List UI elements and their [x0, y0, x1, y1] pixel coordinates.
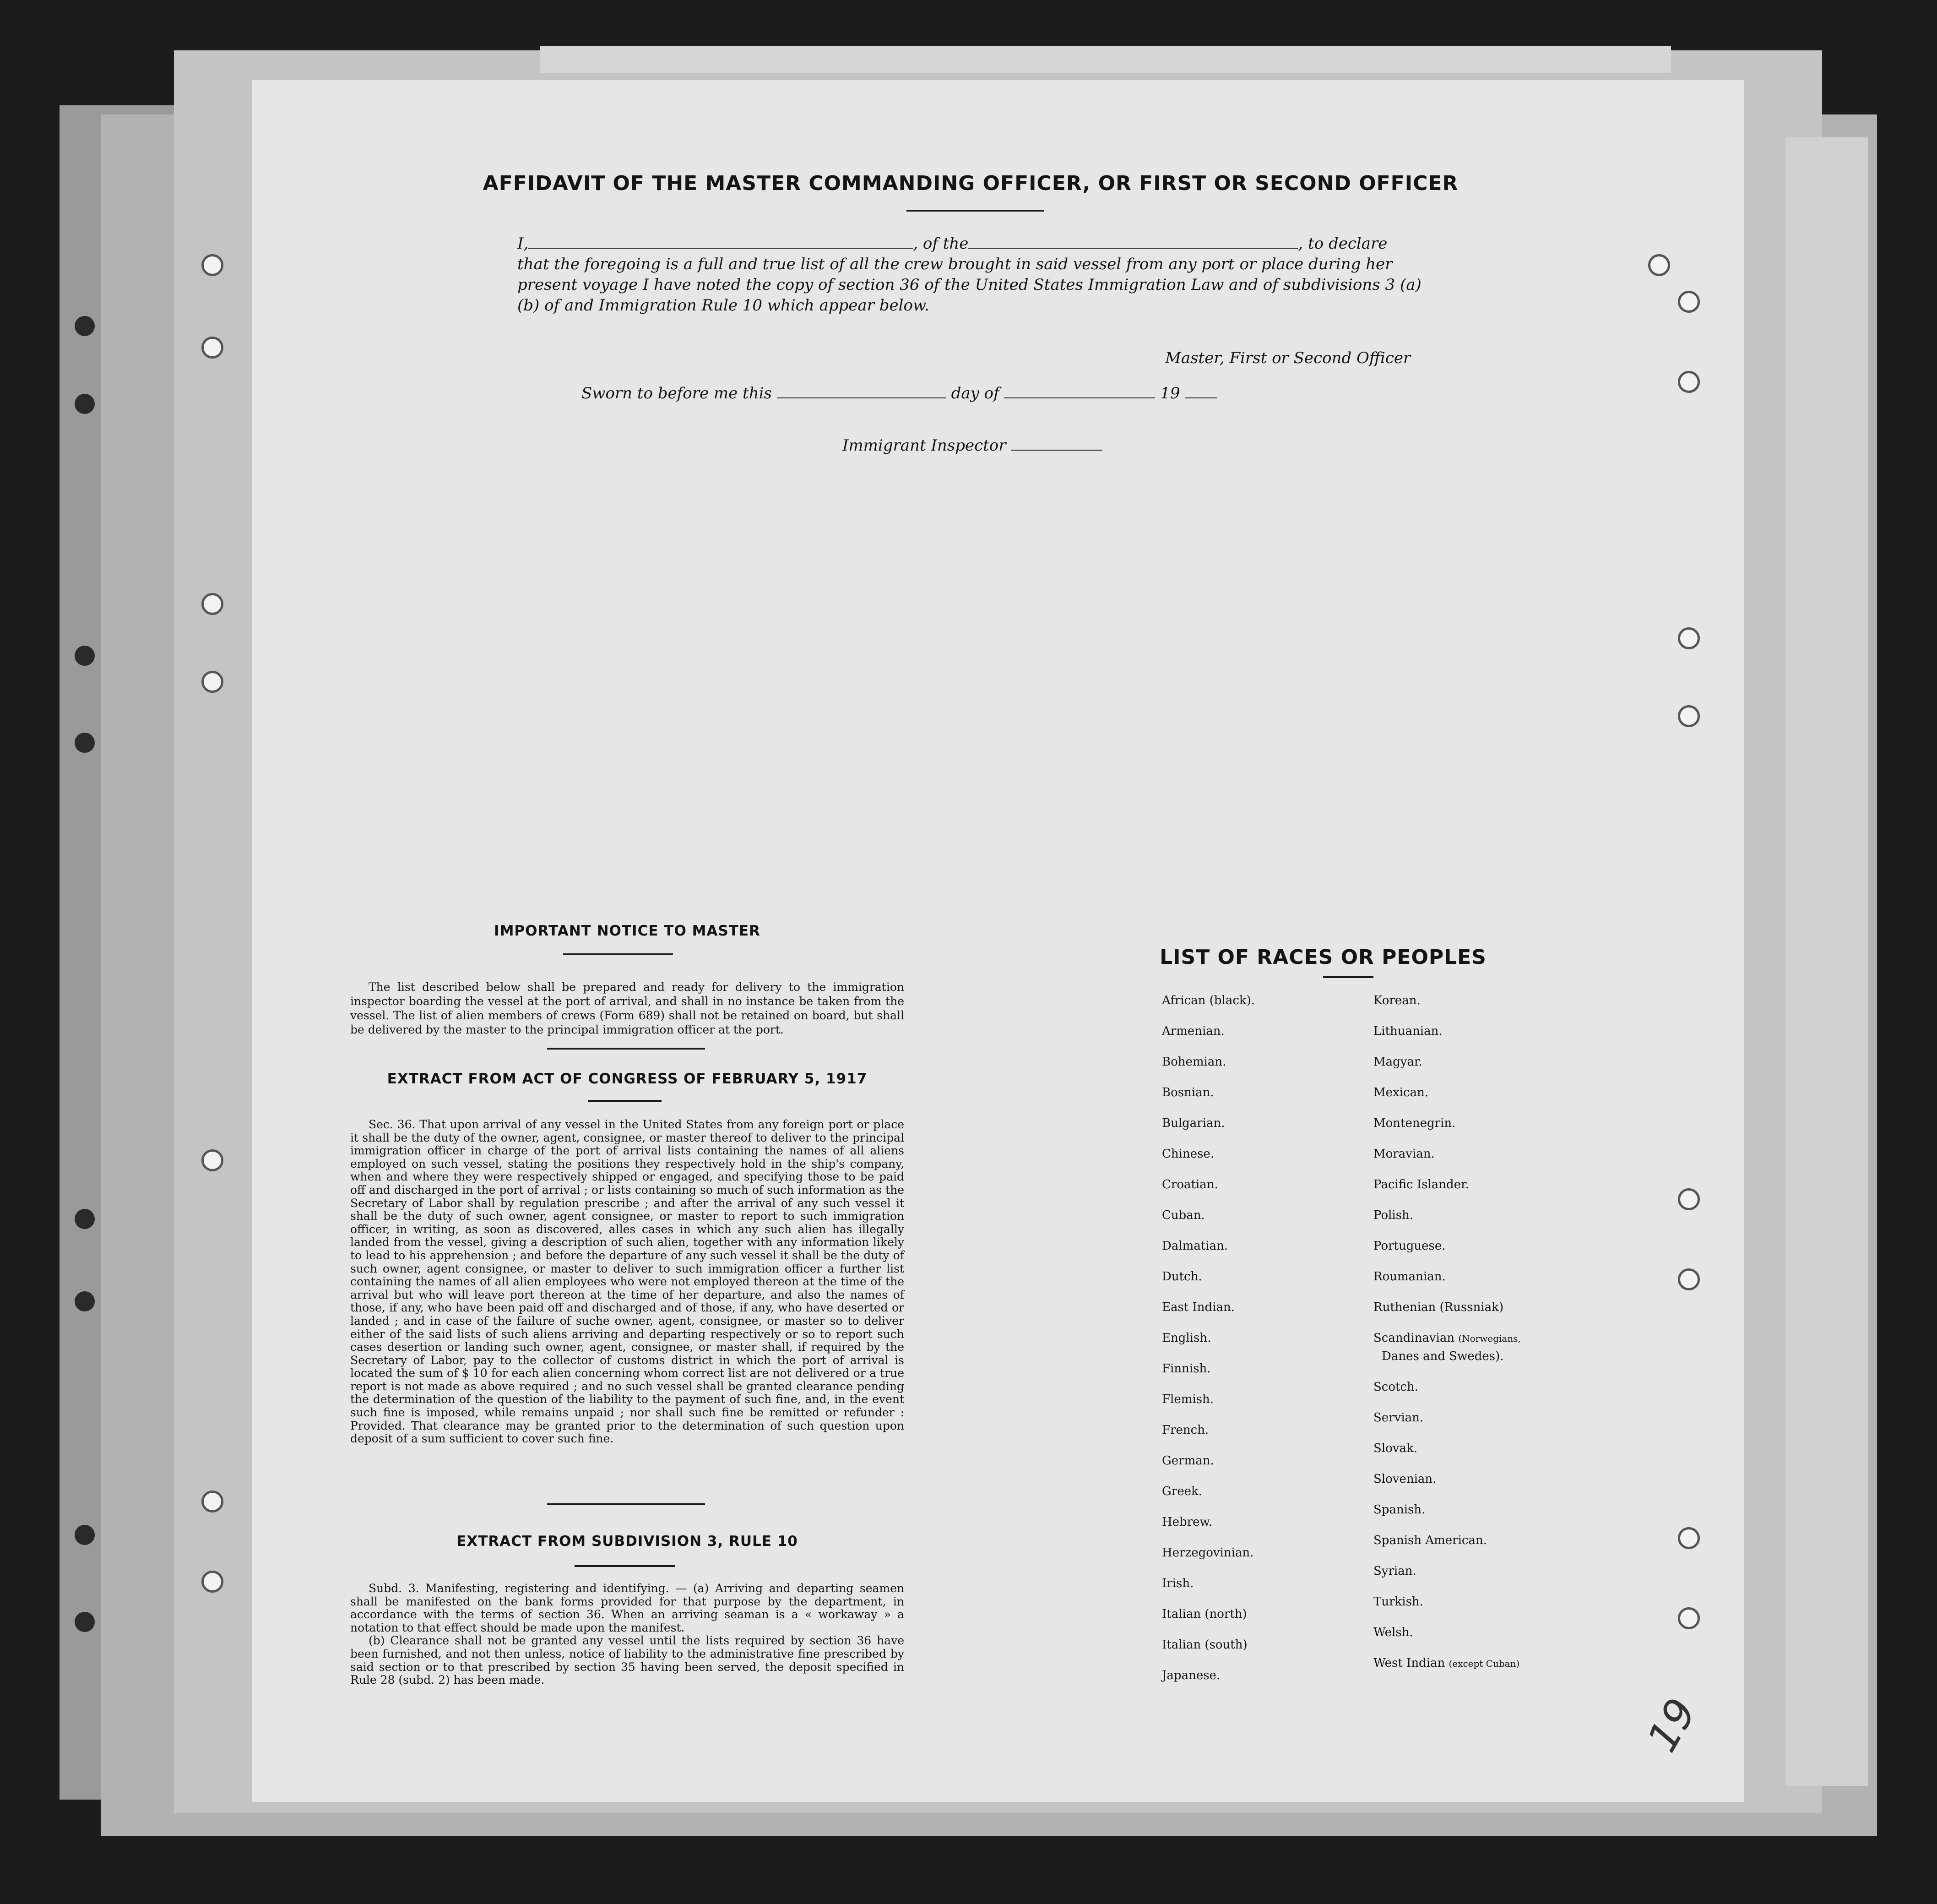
officer-name-field[interactable]: [528, 234, 913, 249]
race-item: Herzegovinian.: [1162, 1546, 1254, 1560]
day-of-label: day of: [951, 384, 999, 403]
race-item: Turkish.: [1373, 1595, 1423, 1609]
race-item: Moravian.: [1373, 1147, 1435, 1161]
race-item: Mexican.: [1373, 1086, 1429, 1099]
race-item: Hebrew.: [1162, 1515, 1212, 1529]
binder-ring: [201, 593, 223, 615]
binder-hole: [75, 733, 95, 753]
binder-hole: [75, 316, 95, 336]
binder-ring: [201, 1149, 223, 1171]
race-item: Ruthenian (Russniak): [1373, 1300, 1504, 1314]
race-item: West Indian: [1373, 1656, 1445, 1670]
inspector-label: Immigrant Inspector: [842, 436, 1006, 455]
binder-ring: [1678, 705, 1700, 727]
race-item: Slovak.: [1373, 1442, 1417, 1455]
binder-ring: [1678, 1268, 1700, 1290]
inspector-signature-field[interactable]: [1011, 436, 1102, 451]
act-divider: [588, 1100, 662, 1102]
race-item: German.: [1162, 1454, 1214, 1468]
binder-hole: [75, 394, 95, 414]
act-top-divider: [547, 1048, 705, 1050]
sworn-label: Sworn to before me this: [581, 384, 772, 403]
race-item: English.: [1162, 1331, 1211, 1345]
race-item: Cuban.: [1162, 1208, 1205, 1222]
rule10-text: [350, 1582, 904, 1687]
notice-text: The list described below shall be prepared and ready for delivery to the immigration inspector boarding the vessel at the port of arrival, and shall in no instance be taken from the vessel. The list of alien members of crews (Form 689) shall not be retained on board, but shall be delivered by the master to the principal immigration officer at the port.: [350, 980, 904, 1036]
race-item: Scandinavian: [1373, 1331, 1455, 1345]
races-divider: [1323, 976, 1373, 978]
binder-ring: [1678, 1607, 1700, 1629]
binder-ring: [201, 337, 223, 359]
race-item: Montenegrin.: [1373, 1116, 1456, 1130]
race-item: Polish.: [1373, 1208, 1414, 1222]
binder-ring: [1678, 291, 1700, 313]
binder-hole: [75, 646, 95, 666]
affidavit-text: [517, 234, 1433, 316]
races-heading: LIST OF RACES OR PEOPLES: [1160, 946, 1487, 969]
binder-ring: [1678, 627, 1700, 649]
binder-ring: [201, 254, 223, 276]
rule10-top-divider: [547, 1503, 705, 1505]
race-item: Croatian.: [1162, 1178, 1218, 1191]
race-item: Dalmatian.: [1162, 1239, 1228, 1253]
race-item: French.: [1162, 1423, 1209, 1437]
race-item: Finnish.: [1162, 1362, 1211, 1376]
race-item: Bosnian.: [1162, 1086, 1214, 1099]
affidavit-title: AFFIDAVIT OF THE MASTER COMMANDING OFFICER, OR FIRST OR SECOND OFFICER: [483, 172, 1459, 195]
binder-hole: [75, 1525, 95, 1545]
sworn-month-field[interactable]: [1004, 384, 1155, 398]
race-item: Chinese.: [1162, 1147, 1215, 1161]
rule10-heading: EXTRACT FROM SUBDIVISION 3, RULE 10: [456, 1533, 798, 1550]
race-item: Flemish.: [1162, 1393, 1214, 1406]
title-divider: [906, 210, 1044, 212]
year-prefix: 19: [1160, 384, 1180, 403]
affidavit-i: I,: [517, 234, 529, 253]
sworn-line: [581, 384, 1217, 403]
race-item: Lithuanian.: [1373, 1024, 1443, 1038]
race-item: Servian.: [1373, 1411, 1424, 1425]
binder-hole: [75, 1291, 95, 1311]
race-item: Bulgarian.: [1162, 1116, 1225, 1130]
affidavit-of-the: , of the: [913, 234, 969, 253]
back-sheet-4: [540, 46, 1671, 73]
rule10-para-b: (b) Clearance shall not be granted any vessel until the lists required by section 36 have been furnished, and not then unless, notice of liability to the administrative fine prescribed by said section or to that prescribed by section 35 having been served, the deposit specified in Rule 28 (subd. 2) has been made.: [350, 1634, 904, 1687]
race-note: (Norwegians,: [1458, 1333, 1521, 1344]
race-item: Syrian.: [1373, 1564, 1416, 1578]
race-item: Italian (north): [1162, 1607, 1247, 1621]
binder-ring: [201, 671, 223, 693]
race-item: Roumanian.: [1373, 1270, 1446, 1284]
race-item: Pacific Islander.: [1373, 1178, 1469, 1191]
act-heading: EXTRACT FROM ACT OF CONGRESS OF FEBRUARY 5, 1917: [387, 1071, 868, 1087]
race-note: Danes and Swedes).: [1382, 1349, 1504, 1363]
affidavit-first-line: [517, 234, 1433, 254]
race-item: Bohemian.: [1162, 1055, 1226, 1069]
section-36-text: Sec. 36. That upon arrival of any vessel in the United States from any foreign port or place it shall be the duty of the owner, agent, consignee, or master thereof to deliver to the principal immigration officer in charge of the port of arrival lists containing the names of all aliens employed on such vessel, stating the positions they respectively hold in the ship's company, when and where they were respectively shipped or engaged, and specifying those to be paid off and discharged in the port of arrival ; or lists containing so much of such information as the Secretary of Labor shall by regulation prescribe ; and after the arrival of any such vessel it shall be the duty of such owner, agent consignee, or master to report to such immigration officer, in writing, as soon as discovered, alles cases in which any such alien has illegally landed from the vessel, giving a description of such alien, together with any information likely to lead to his apprehension ; and before the departure of any such vessel it shall be the duty of such owner, agent consignee, or master to deliver to such immigration officer a further list containing the names of all alien employees who were not employed thereon at the time of the arrival but who will leave port thereon at the time of her departure, and also the names of those, if any, who have been paid off and discharged and of those, if any, who have deserted or landed ; and in case of the failure of suche owner, agent, consignee, or master so to deliver either of the said lists of such aliens arriving and departing respectively or so to report such cases desertion or landing such owner, agent, consignee, or master shall, if required by the Secretary of Labor, pay to the collector of customs district in which the port of arrival is located the sum of $ 10 for each alien concerning whom correct list are not delivered or a true report is not made as above required ; and no such vessel shall be granted clearance pending the determination of the question of the liability to the payment of such fine, and, in the event such fine is imposed, while remains unpaid ; nor shall such fine be remitted or refunder : Provided. That clearance may be granted prior to the determination of such question upon deposit of a sum sufficient to cover such fine.: [350, 1118, 904, 1446]
race-item: Armenian.: [1162, 1024, 1225, 1038]
race-item: Spanish American.: [1373, 1534, 1487, 1547]
vessel-name-field[interactable]: [968, 234, 1298, 249]
back-sheet-5: [1785, 137, 1868, 1786]
race-item: East Indian.: [1162, 1300, 1235, 1314]
affidavit-to-declare: , to declare: [1298, 234, 1388, 253]
race-item: Greek.: [1162, 1485, 1202, 1498]
affidavit-body: that the foregoing is a full and true list of all the crew brought in said vessel from any port or place during her present voyage I have noted the copy of section 36 of the United States Immigration Law and of subdivisions 3 (a) (b) of and Immigration Rule 10 which appear below.: [517, 255, 1422, 315]
race-item: Italian (south): [1162, 1638, 1248, 1652]
race-note: (except Cuban): [1449, 1658, 1520, 1669]
binder-ring: [1648, 254, 1670, 276]
race-item: Scotch.: [1373, 1380, 1419, 1394]
race-item: Dutch.: [1162, 1270, 1202, 1284]
binder-ring: [201, 1491, 223, 1512]
master-signature-label: Master, First or Second Officer: [1165, 349, 1411, 367]
binder-ring: [1678, 1527, 1700, 1549]
binder-ring: [1678, 1188, 1700, 1210]
race-item: Portuguese.: [1373, 1239, 1446, 1253]
race-item: Irish.: [1162, 1577, 1194, 1590]
race-item: Japanese.: [1162, 1669, 1221, 1682]
binder-ring: [1678, 371, 1700, 393]
inspector-line: [842, 436, 1102, 455]
race-item: Korean.: [1373, 994, 1421, 1007]
rule10-para-a: Subd. 3. Manifesting, registering and identifying. — (a) Arriving and departing seamen shall be manifested on the bank forms provided for that purpose by the department, in accordance with the terms of section 36. When an arriving seaman is a « workaway » a notation to that effect should be made upon the manifest.: [350, 1582, 904, 1634]
sworn-year-field[interactable]: [1185, 384, 1217, 398]
sworn-day-field[interactable]: [777, 384, 946, 398]
race-item-scandinavian: [1373, 1331, 1521, 1345]
notice-heading: IMPORTANT NOTICE TO MASTER: [494, 923, 760, 939]
binder-hole: [75, 1612, 95, 1632]
notice-divider: [563, 953, 673, 955]
binder-hole: [75, 1209, 95, 1229]
handwritten-page-number: 19: [1638, 1690, 1706, 1760]
race-item: African (black).: [1162, 994, 1255, 1007]
rule10-divider: [575, 1565, 675, 1567]
race-item: Slovenian.: [1373, 1472, 1437, 1486]
race-item-west-indian: [1373, 1656, 1519, 1670]
race-item: Spanish.: [1373, 1503, 1426, 1517]
race-item: Magyar.: [1373, 1055, 1422, 1069]
race-item: Welsh.: [1373, 1626, 1413, 1639]
binder-ring: [201, 1571, 223, 1593]
